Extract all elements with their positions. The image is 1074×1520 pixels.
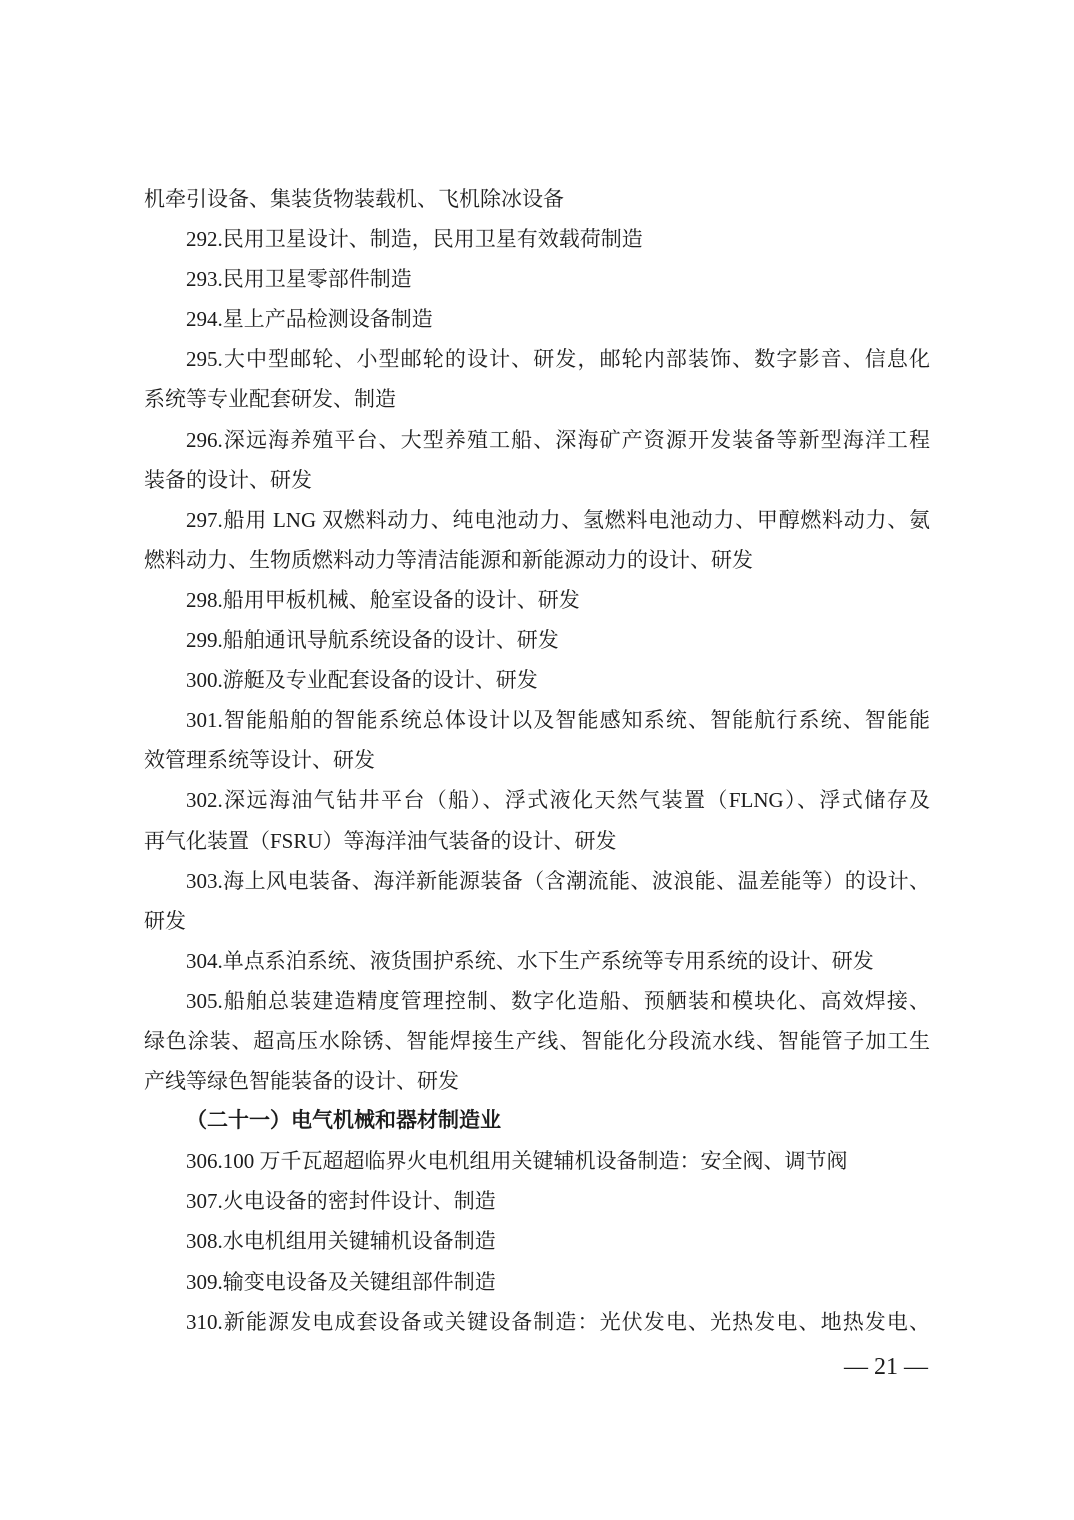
text-line: 308.水电机组用关键辅机设备制造 [186, 1229, 496, 1254]
item-302 [144, 780, 930, 860]
section-heading-21 [144, 1101, 930, 1141]
item-309 [144, 1262, 930, 1302]
item-292 [144, 219, 930, 259]
text-line: 301.智能船舶的智能系统总体设计以及智能感知系统、智能航行系统、智能能 [186, 708, 930, 733]
item-297 [144, 500, 930, 580]
text-line: 299.船舶通讯导航系统设备的设计、研发 [186, 628, 559, 653]
item-291-continuation [144, 179, 930, 219]
item-301 [144, 700, 930, 780]
text-line: 295.大中型邮轮、小型邮轮的设计、研发，邮轮内部装饰、数字影音、信息化 [186, 347, 930, 372]
item-306 [144, 1141, 930, 1181]
text-line: 装备的设计、研发 [144, 467, 312, 492]
text-line: 293.民用卫星零部件制造 [186, 267, 412, 292]
text-line: 效管理系统等设计、研发 [144, 748, 375, 773]
text-line: 机牵引设备、集装货物装载机、飞机除冰设备 [144, 187, 564, 211]
page-number: — 21 — [844, 1354, 928, 1380]
text-line: 309.输变电设备及关键组部件制造 [186, 1269, 496, 1294]
item-296 [144, 420, 930, 500]
text-line: 再气化装置（FSRU）等海洋油气装备的设计、研发 [144, 828, 617, 853]
text-line: 研发 [144, 908, 186, 933]
text-line: 307.火电设备的密封件设计、制造 [186, 1189, 496, 1214]
item-308 [144, 1221, 930, 1261]
item-295 [144, 339, 930, 419]
text-line: 310.新能源发电成套设备或关键设备制造：光伏发电、光热发电、地热发电、 [186, 1309, 930, 1334]
text-line: 燃料动力、生物质燃料动力等清洁能源和新能源动力的设计、研发 [144, 547, 753, 572]
text-line: 296.深远海养殖平台、大型养殖工船、深海矿产资源开发装备等新型海洋工程 [186, 427, 930, 452]
text-line: 294.星上产品检测设备制造 [186, 307, 433, 332]
text-line: 306.100 万千瓦超超临界火电机组用关键辅机设备制造：安全阀、调节阀 [186, 1149, 848, 1174]
text-line: 系统等专业配套研发、制造 [144, 387, 396, 412]
text-line: 305.船舶总装建造精度管理控制、数字化造船、预舾装和模块化、高效焊接、 [186, 988, 930, 1013]
text-line: 304.单点系泊系统、液货围护系统、水下生产系统等专用系统的设计、研发 [186, 948, 874, 973]
item-300 [144, 660, 930, 700]
item-305 [144, 981, 930, 1101]
item-310 [144, 1302, 930, 1342]
document-body [144, 179, 930, 1342]
text-line: 297.船用 LNG 双燃料动力、纯电池动力、氢燃料电池动力、甲醇燃料动力、氨 [186, 507, 930, 532]
text-line: 292.民用卫星设计、制造，民用卫星有效载荷制造 [186, 227, 643, 252]
text-line: 303.海上风电装备、海洋新能源装备（含潮流能、波浪能、温差能等）的设计、 [186, 868, 930, 893]
item-304 [144, 941, 930, 981]
text-line: 302.深远海油气钻井平台（船）、浮式液化天然气装置（FLNG）、浮式储存及 [186, 788, 930, 813]
item-294 [144, 299, 930, 339]
text-line: 产线等绿色智能装备的设计、研发 [144, 1069, 459, 1094]
item-293 [144, 259, 930, 299]
item-307 [144, 1181, 930, 1221]
item-299 [144, 620, 930, 660]
item-303 [144, 861, 930, 941]
text-line: 300.游艇及专业配套设备的设计、研发 [186, 668, 538, 693]
text-line: （二十一）电气机械和器材制造业 [186, 1109, 501, 1133]
text-line: 绿色涂装、超高压水除锈、智能焊接生产线、智能化分段流水线、智能管子加工生 [144, 1028, 930, 1053]
item-298 [144, 580, 930, 620]
text-line: 298.船用甲板机械、舱室设备的设计、研发 [186, 587, 580, 612]
